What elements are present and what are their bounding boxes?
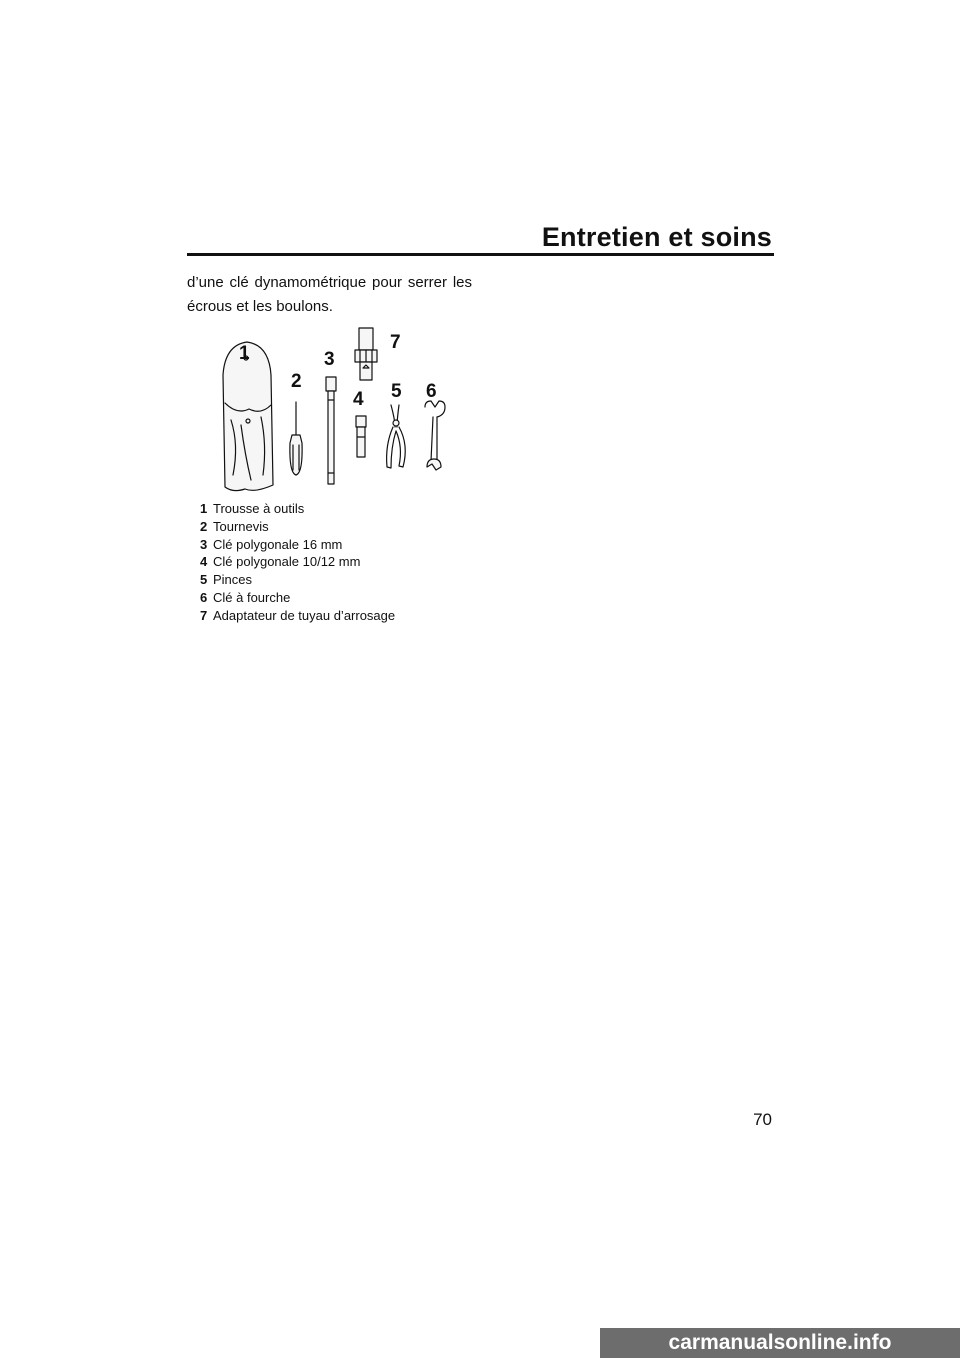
- page-title: Entretien et soins: [541, 222, 772, 252]
- tool-kit-illustration: [205, 325, 470, 500]
- box-wrench-16mm-icon: [326, 377, 336, 484]
- legend-number: 7: [200, 607, 208, 623]
- legend-label: Clé à fourche: [213, 589, 291, 605]
- legend-number: 1: [200, 501, 208, 516]
- pliers-icon: [387, 405, 406, 468]
- tool-pouch-icon: [223, 342, 273, 491]
- legend-label: Tournevis: [213, 518, 269, 534]
- legend-number: 6: [200, 589, 208, 605]
- callout-4: 4: [353, 389, 364, 410]
- callout-3: 3: [324, 349, 335, 370]
- box-wrench-10-12mm-icon: [356, 416, 366, 457]
- watermark: carmanualsonline.info: [600, 1328, 960, 1358]
- callout-1: 1: [239, 343, 250, 364]
- legend-number: 4: [200, 554, 208, 570]
- title-rule: [187, 253, 774, 256]
- legend-item: [200, 500, 395, 518]
- callout-5: 5: [391, 381, 402, 402]
- legend-number: 2: [200, 518, 208, 534]
- legend-item: [200, 553, 395, 571]
- legend-item: [200, 536, 395, 554]
- legend-item: [200, 589, 395, 607]
- legend-number: 5: [200, 572, 208, 588]
- figure-legend: [200, 500, 395, 625]
- legend-label: Pinces: [213, 572, 253, 588]
- legend-label: Clé polygonale 16 mm: [213, 536, 343, 552]
- callout-7: 7: [390, 332, 401, 353]
- callout-2: 2: [291, 371, 302, 392]
- legend-item: [200, 571, 395, 589]
- screwdriver-icon: [290, 402, 302, 475]
- legend-number: 3: [200, 536, 208, 552]
- legend-label: Trousse à outils: [213, 501, 305, 516]
- legend-label: Clé polygonale 10/12 mm: [213, 554, 361, 570]
- legend-item: [200, 518, 395, 536]
- legend-item: [200, 607, 395, 625]
- open-end-wrench-icon: [425, 401, 445, 470]
- legend-label: Adaptateur de tuyau d’arrosage: [213, 607, 396, 623]
- garden-hose-adapter-icon: [355, 328, 377, 380]
- page-number: 70: [753, 1110, 772, 1129]
- body-paragraph: d’une clé dynamométrique pour serrer les écrous et les boulons.: [187, 274, 472, 315]
- callout-6: 6: [426, 381, 437, 402]
